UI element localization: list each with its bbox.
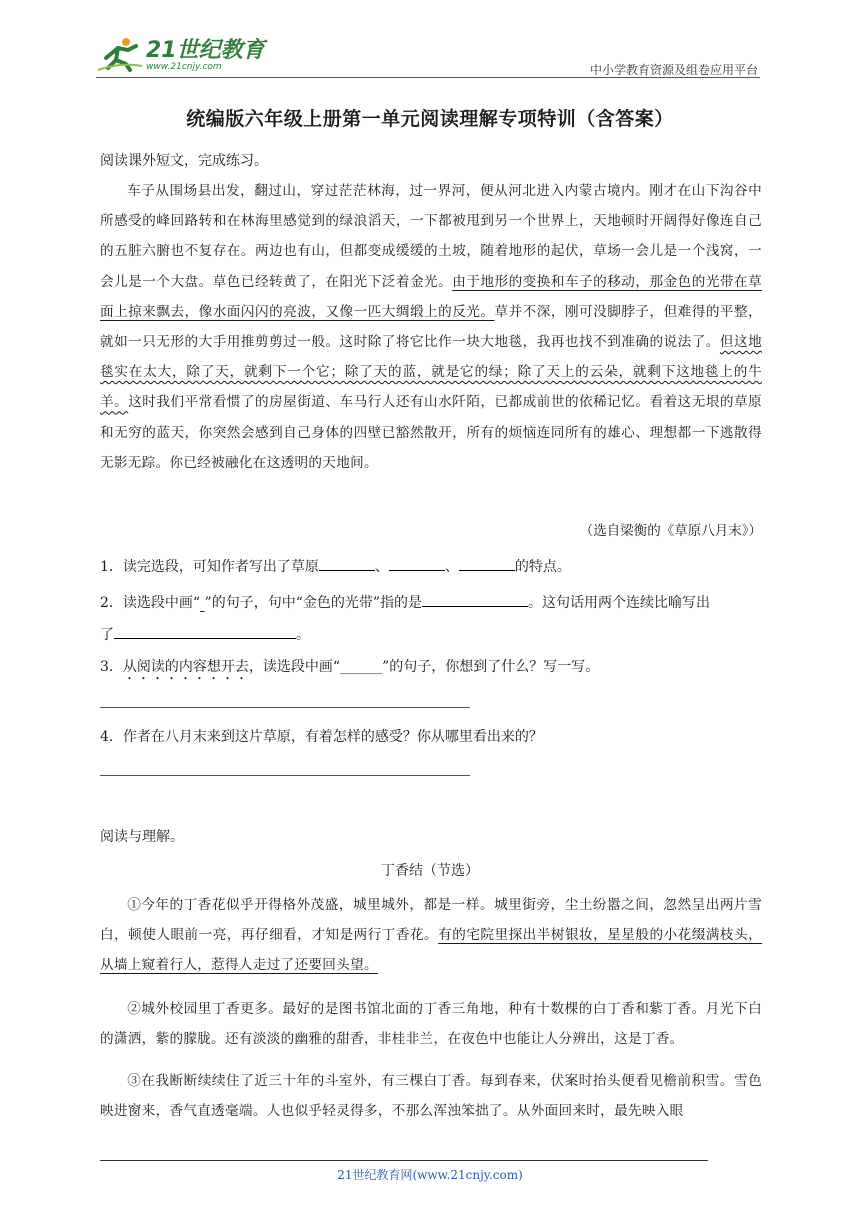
section2-paragraph-2: ②城外校园里丁香更多。最好的是图书馆北面的丁香三角地，种有十数棵的白丁香和紫丁香。月光下白的潇洒，紫的朦胧。还有淡淡的幽雅的甜香，非桂非兰，在夜色中也能让人分辨出，这是丁香。 xyxy=(100,1001,762,1048)
question-4: 4．作者在八月末来到这片草原，有着怎样的感受？你从哪里看出来的？ xyxy=(100,729,543,745)
section2-instruction: 阅读与理解。 xyxy=(100,829,184,845)
question-2-end: 。 xyxy=(296,627,310,643)
answer-blank[interactable] xyxy=(459,557,515,571)
runner-logo-icon xyxy=(96,36,144,72)
question-2-text-d: 了 xyxy=(100,627,114,643)
page-header xyxy=(96,28,760,80)
separator: 、 xyxy=(374,559,389,575)
section1-instruction: 阅读课外短文，完成练习。 xyxy=(100,153,268,169)
para1-text: ①今年的丁香花似乎开得格外茂盛，城里城外，都是一样。城里街旁，尘土纷嚣之间，忽然呈出两片雪白，顿使人眼前一亮，再仔细看，才知是两行丁香花。 xyxy=(100,897,762,944)
page-title: 统编版六年级上册第一单元阅读理解专项特训（含答案） xyxy=(186,108,674,130)
question-2-text: 2．读选段中画“ xyxy=(100,595,201,611)
section2-paragraph-1 xyxy=(100,890,762,981)
question-3-text: ，读选段中画“ xyxy=(248,659,341,675)
passage-text-3: 这时我们平常看惯了的房屋街道、车马行人还有山水阡陌，已都成前世的依稀记忆。看着这无垠的草原和无穷的蓝天，你突然会感到自己身体的四壁已豁然散开，所有的烦恼连同所有的雄心、理想都一下逃散得无影无踪。你已经被融化在这透明的天地间。 xyxy=(100,394,762,471)
question-1-text: 1．读完选段，可知作者写出了草原 xyxy=(100,559,319,575)
answer-blank[interactable] xyxy=(319,557,375,571)
logo-text: 21世纪教育 xyxy=(146,38,265,63)
answer-blank[interactable] xyxy=(389,557,445,571)
question-3-number: 3． xyxy=(100,659,123,675)
section2-subtitle: 丁香结（节选） xyxy=(381,863,479,879)
answer-line[interactable] xyxy=(100,775,470,776)
platform-name: 中小学教育资源及组卷应用平台 xyxy=(589,63,758,77)
para1-underlined: 有的宅院里探出半树银妆，星星般的小花缀满枝头，从墙上窥着行人，惹得人走过了还要回头望。 xyxy=(100,927,762,974)
question-3 xyxy=(100,652,762,683)
question-1 xyxy=(100,552,762,582)
separator: 、 xyxy=(444,559,459,575)
passage-source: （选自梁衡的《草原八月末》） xyxy=(579,523,762,539)
answer-line[interactable] xyxy=(100,707,470,708)
wavy-mark: ______ xyxy=(340,659,383,675)
header-divider xyxy=(96,77,760,78)
logo-url: www.21cnjy.com xyxy=(146,62,222,72)
answer-blank[interactable] xyxy=(422,593,528,607)
underlined-sentence: 由于地形的变换和车子的移动，那金色的光带在草面上掠来飘去，像水面闪闪的亮波，又像一匹大绸缎上的反光。 xyxy=(100,273,762,320)
footer-link[interactable]: 21世纪教育网(www.21cnjy.com) xyxy=(337,1168,523,1182)
passage-text-2: 草并不深，刚可没脚脖子，但难得的平整，就如一只无形的大手用推剪剪过一般。这时除了将它比作一块大地毯，我再也找不到准确的说法了。 xyxy=(100,303,762,351)
passage-text-1: 车子从围场县出发，翻过山，穿过茫茫林海，过一界河，便从河北进入内蒙古境内。刚才在山下沟谷中所感受的峰回路转和在林海里感觉到的绿浪滔天，一下都被甩到另一个世界上，天地顿时开阔得好像连自己的五脏六腑也不复存在。两边也有山，但都变成缓缓的土坡，随着地形的起伏，草场一会儿是一个浅窝，一会儿是一个大盘。草色已经转黄了，在阳光下泛着金光。 xyxy=(100,183,762,290)
question-1-end: 的特点。 xyxy=(514,559,571,575)
section2-paragraph-3: ③在我断断续续住了近三十年的斗室外，有三棵白丁香。每到春来，伏案时抬头便看见檐前积雪。雪色映进窗来，香气直透毫端。人也似乎轻灵得多，不那么浑浊笨拙了。从外面回来时，最先映入眼 xyxy=(100,1073,762,1120)
question-3-end: ”的句子，你想到了什么？写一写。 xyxy=(382,659,600,675)
question-2 xyxy=(100,588,762,618)
dotted-emphasis-text: 从阅读的内容想开去 xyxy=(122,659,249,675)
footer-divider xyxy=(100,1160,708,1161)
logo xyxy=(96,36,265,72)
question-2-continued xyxy=(100,620,762,650)
question-2-text-b: ”的句子，句中“金色的光带”指的是 xyxy=(204,595,423,611)
wavy-underlined-sentence: 但这地毯实在太大，除了天，就剩下一个它；除了天的蓝，就是它的绿；除了天上的云朵，就剩下这地毯上的牛羊。 xyxy=(100,334,762,411)
passage-paragraph xyxy=(100,176,762,478)
question-2-text-c: 。这句话用两个连续比喻写出 xyxy=(528,595,711,611)
answer-blank[interactable] xyxy=(114,625,296,639)
